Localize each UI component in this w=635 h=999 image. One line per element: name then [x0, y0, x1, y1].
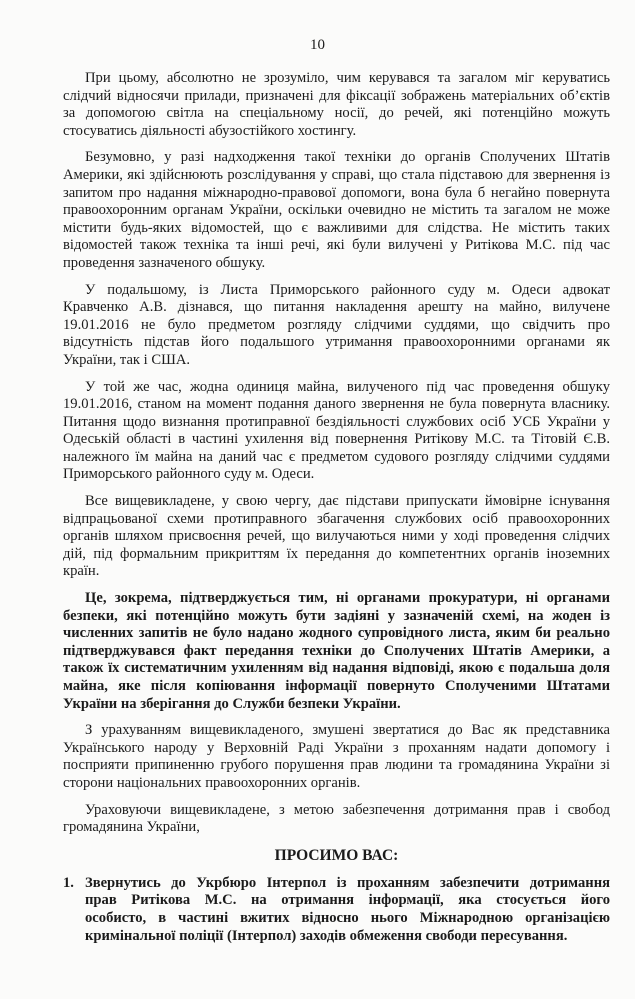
- paragraph-line: Приморського районного суду м. Одеси.: [63, 466, 315, 483]
- paragraph-line: містити будь-яких відомостей, що є важливими для слідства. Не містить таких: [63, 219, 610, 236]
- paragraph: [63, 722, 610, 792]
- paragraph-line: У подальшому, із Листа Приморського районного суду м. Одеси адвокат: [85, 281, 610, 298]
- paragraph-line: безпеки, які потенційно можуть бути задіяні у зазначеній схемі, на жоден із: [63, 607, 610, 624]
- paragraph-line: Ураховуючи вищевикладене, з метою забезпечення дотримання прав і свобод: [85, 801, 610, 818]
- paragraph-line: також їх систематичним ухиленням від надання відповіді, якою є подальша доля: [63, 660, 610, 677]
- paragraph-line: за допомогою світла на спеціальному носії, до речей, які потенційно можуть: [63, 105, 610, 122]
- paragraph-line: проведення зазначеного обшуку.: [63, 254, 266, 271]
- paragraph-line: Питання щодо визнання протиправної бездіяльності службових осіб УСБ України у: [63, 413, 610, 430]
- paragraph-line: З урахуванням вищевикладеного, змушені звертатися до Вас як представника: [85, 722, 610, 739]
- paragraph-line: Українського народу у Верховній Раді України з проханням надати допомогу і: [63, 739, 610, 756]
- paragraph-line: Америки, які здійснюють розслідування у справі, що стала підставою для звернення із: [63, 166, 610, 183]
- paragraph-line: Кравченко А.В. дізнався, що питання накладення арешту на майно, вилучене: [63, 299, 610, 316]
- paragraphs: [63, 70, 610, 837]
- paragraph-line: стосуватись діяльності абузостійкого хостингу.: [63, 122, 357, 139]
- paragraph-line: відомостей також техніка та інші речі, які були вилучені у Ритікова М.С. під час: [63, 237, 610, 254]
- request-line: особисто, в частині вжитих відносно нього Міжнародною організацією: [85, 909, 610, 926]
- paragraph-line: майна, яке після копіювання інформації повернуто Сполученими Штатами: [63, 678, 610, 694]
- paragraph-line: відпрацьованої схеми протиправного збагачення службових осіб правоохоронних: [63, 510, 610, 527]
- request-list: [63, 875, 610, 945]
- paragraph-line: численних запитів не було надано жодного супровідного листа, яким би реально: [63, 625, 610, 642]
- paragraph-line: Безумовно, у разі надходження такої техніки до органів Сполучених Штатів: [85, 149, 610, 166]
- paragraph-line: Одеській області в частині ухилення від повернення Ритікову М.С. та Тітовій Є.В.: [63, 431, 610, 448]
- paragraph-line: 19.01.2016 не було предметом розгляду слідчими суддями, що свідчить про: [63, 316, 610, 333]
- paragraph: [63, 802, 610, 837]
- paragraph-line: посприяти припиненню грубого порушення прав людини та громадянина України зі: [63, 757, 610, 774]
- paragraph-line: органів шляхом присвоєння речей, що вилучаються ними у ході проведення слідчих: [63, 528, 610, 545]
- paragraph-line: дій, під формальним прикриттям їх передання до компетентних органів іноземних: [63, 545, 610, 562]
- paragraph-line: належного їм майна на даний час є предметом судового розгляду слідчими суддями: [63, 448, 610, 465]
- paragraph-line: У той же час, жодна одиниця майна, вилученого під час проведення обшуку: [85, 378, 610, 395]
- request-number: 1.: [63, 874, 74, 891]
- request-heading: ПРОСИМО ВАС:: [274, 846, 399, 864]
- paragraph-line: підтверджувався факт передання техніки до Сполучених Штатів Америки, а: [63, 642, 610, 659]
- request-item: [63, 875, 610, 945]
- page-number: 10: [310, 37, 325, 53]
- paragraph-line: громадянина України,: [63, 819, 200, 836]
- paragraph: [63, 379, 610, 485]
- request-text: [85, 875, 610, 945]
- paragraph-line: При цьому, абсолютно не зрозуміло, чим керувався та загалом міг керуватись: [85, 70, 610, 86]
- paragraph-line: сторони національних правоохоронних органів.: [63, 774, 361, 791]
- document-body: [63, 70, 610, 945]
- paragraph-line: запитом про надання міжнародно-правової допомоги, вона була б негайно повернута: [63, 184, 610, 201]
- paragraph-line: країн.: [63, 563, 100, 580]
- paragraph: [63, 590, 610, 713]
- paragraph: [63, 282, 610, 370]
- paragraph-line: відсутність підстав його подальшого утримання правоохоронними органами як: [63, 334, 610, 351]
- paragraph-line: слідчий відносячи прилади, призначені для фіксації зображень матеріальних об’єктів: [63, 87, 610, 104]
- paragraph: [63, 70, 610, 140]
- paragraph: [63, 149, 610, 272]
- paragraph: [63, 493, 610, 581]
- paragraph-line: Все вищевикладене, у свою чергу, дає підстави припускати ймовірне існування: [85, 493, 610, 510]
- request-line: кримінальної поліції (Інтерпол) заходів обмеження свободи пересування.: [85, 927, 568, 944]
- request-line: Звернутись до Укрбюро Інтерпол із проханням забезпечити дотримання: [85, 874, 610, 891]
- request-line: прав Ритікова М.С. на отримання інформації, яка стосується його: [85, 892, 610, 909]
- paragraph-line: України на зберігання до Служби безпеки України.: [63, 695, 401, 712]
- paragraph-line: України, так і США.: [63, 351, 191, 368]
- paragraph-line: Це, зокрема, підтверджується тим, ні органами прокуратури, ні органами: [85, 590, 610, 607]
- paragraph-line: правоохоронним органам України, оскільки очевидно не містить та загалом не може: [63, 202, 610, 219]
- paragraph-line: 19.01.2016, станом на момент подання даного звернення не була повернута власнику.: [63, 396, 610, 413]
